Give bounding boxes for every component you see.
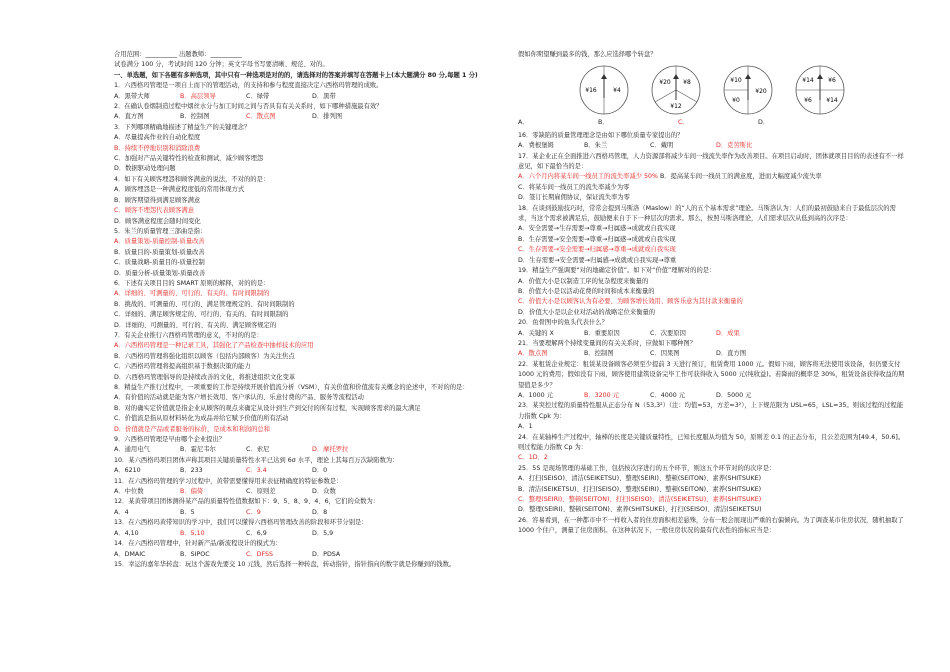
wheel-b-value-3: ¥12 [670,103,682,111]
right-question-8-option-1: A．1 [518,423,533,431]
left-question-2-option-4: D．排列图 [312,113,343,121]
right-question-5-option-1: A．关键的 X [518,329,554,337]
left-question-12-option-3: C．9 [246,508,261,516]
left-question-8-line-3: C．价值流是指从原材料转化为成品并给它赋予价值的所有活动 [114,415,289,423]
wheel-a [578,64,630,116]
right-question-5-stem: 20．鱼骨图中的鱼头代表什么？ [518,319,608,327]
right-question-6-stem: 21．当要理解两个持续变量间的有关关系时，应做如下哪种图？ [518,339,697,347]
left-question-7-stem: 7．有关企业推行六西格玛管理的意义，不对的的是： [114,331,263,339]
wheel-row [578,64,908,116]
left-question-13-option-1: A．4,10 [114,529,139,537]
right-question-7-stem: 22．某租赁企业规定：租赁某设备顾客必须至少提前 3 天进行预订，租赁费用 1000 元。假如下雨，顾客将无法使用该设备，但仍要支付 1000 元的费用；假如没有下雨，顾客使用建筑设备完毕工作可获得收入 5000 元(纯收益)。若降雨的概率是 30%，租赁设备获得收益的期望值是多少？ [518,360,905,389]
right-question-3-line-2: B．生存需要→安全需要→尊重→归属感→成就或自我实现 [518,235,676,243]
right-question-8-stem: 23．某突控过程的质量特性服从正态分布 N（53,3²）（注：均值=53，方差=3²），上下规范限为 USL=65，LSL=35。则该过程的过程能力指数 Cpk 为： [518,402,904,420]
left-question-1-option-2: B．高层领导 [180,92,216,100]
left-question-6-stem: 6．下述有关项目目的 SMART 原则的解释，对的的是： [114,279,270,287]
wheel-b [650,64,702,116]
left-question-1-option-1: A．黑带大师 [114,92,150,100]
header-line-1: 合用范围：__________ 出题教师：__________ [114,51,242,58]
left-question-9-options [114,445,506,455]
right-question-7-option-2: B．3200 元 [584,391,619,399]
left-question-11-options [114,487,506,497]
left-question-3-line-3: C．加强对产品关键特性的检查和测试，减少顾客埋怨 [114,155,264,163]
right-question-3-stem: 18．在谈到鼓励技巧时，常常会提到马斯洛（Maslow）的“人的五个基本需求”理论。马斯洛认为：人们的最初鼓励来自于最低层次的需求，当这个需求被满足后，鼓励便来自于下一种层次的需求。那么，按照马斯洛理论，人们需求层次从低到高的次序是： [518,204,896,223]
right-question-1-option-2: B．朱兰 [584,142,608,150]
right-question-1-options [518,141,908,151]
wheel-c-value-1: ¥10 [730,77,742,85]
left-question-3-stem: 3．下列哪项精确地描述了精益生产的关键理念？ [114,123,251,131]
left-question-2-stem: 2．在确认卷烟制造过程中烟丝水分与加工时间之间与否具有有关关系时，如下哪种措施最有效？ [114,103,383,111]
left-question-13-stem: 13．在六西格玛黄带知识的学习中，我们可以懂得六西格玛管理改善的阶段和环节分别是： [114,519,368,527]
header-line-2: 试卷满分 100 分，考试时间 120 分钟；英文字母书写要清晰、规范、对的。 [114,61,329,69]
left-question-14-option-1: A．DMAIC [114,550,146,558]
wheel-d-value-4: ¥14 [826,97,838,105]
right-question-1-option-1: A．费根堡姆 [518,142,554,150]
left-column [114,50,506,570]
left-question-7-line-1: A．六西格玛管理是一种记录工具，其强化了产品检查中抽样技术的应用 [114,342,314,350]
wheel-label-c: C． [678,119,689,127]
left-question-4-line-2: B．顾客期望得到满足顾客满意 [114,196,201,204]
left-question-1-options [114,92,506,102]
left-question-10-option-1: A．6210 [114,467,141,475]
wheel-question-intro: 假如你期望赚到最多的钱，那么应选择哪个转盘？ [518,51,657,58]
left-question-1-stem: 1．六西格玛管理是一项自上而下的管理活动，的支持和参与程度直接决定六西格玛管理的成败。 [114,82,383,90]
left-question-14-stem: 14．在六西格玛管理中，针对新产品/新流程设计的模式为： [114,540,282,548]
left-question-2-options [114,112,506,122]
right-question-10-line-4: D．整理(SEIRI)、整顿(SEITON)、素养(SHITSUKE)、打扫(SEISO)、清洁(SEIKETSU) [518,506,762,514]
wheel-label-b: B． [598,119,609,127]
right-question-1-option-4: D．克劳斯比 [716,142,753,150]
right-question-10-stem: 25．5S 是现场管理的基础工作，包括按次序进行的五个环节，则这五个环节对的的次序是： [518,464,776,472]
right-question-5-option-4: D．成果 [716,329,740,337]
left-question-13-option-4: D．5,9 [312,529,334,537]
left-question-11-option-4: D．众数 [312,488,336,496]
wheel-a-value-1: ¥16 [585,87,597,95]
left-question-11-option-3: C．原则差 [246,488,276,496]
left-question-9-option-3: C．索尼 [246,446,270,454]
right-question-10-line-1: A．打扫(SEISO)、清洁(SEIKETSU)、整理(SEIRI)、整顿(SEITON)、素养(SHITSUKE) [518,475,762,483]
left-question-13-option-3: C．6,9 [246,529,267,537]
wheel-d-value-3: ¥6 [804,97,812,105]
wheel-b-value-2: ¥8 [683,79,691,87]
right-question-1-stem: 16．零缺陷的质量管理理念是由如下哪位质量专家提出的？ [518,131,684,139]
left-question-2-option-2: B．控制图 [180,113,210,121]
left-question-12-option-2: B．5 [180,508,195,516]
left-question-13-option-2: B．5,10 [180,529,205,537]
left-question-12-option-4: D．8 [312,508,328,516]
left-question-6-line-1: A．详细的、可测量的、可行的、有关的、有时间限制的 [114,290,270,298]
left-question-5-line-1: A．质量策划-质量控制-质量改善 [114,238,205,246]
right-question-4-line-3: C．价值大小是以顾客认为有必要、为顾客增长效用、顾客乐意为其付款来衡量的 [518,298,743,306]
left-question-8-stem: 8．精益生产推行过程中，一项重要的工作是持续开展价值流分析（VSM），有关价值和价值流有关概念的论述中，不对的的是： [114,384,469,391]
left-question-4-line-4: D．顾客满意程度会随时间变化 [114,217,201,225]
right-question-6-option-2: B．控制图 [584,350,614,358]
left-question-12-stem: 12．某黄带项目团体测得某产品的质量特性值数据如下：9、5、8、9、4、6，它们的众数为： [114,498,380,506]
right-question-3-line-3: C．生存需要→安全需要→归属感→尊重→成就或自我实现 [518,246,676,254]
left-question-14-options [114,550,506,560]
left-question-8-line-2: B．对的确实定价值就是指企业从顾客的观点来确定从设计到生产到交付的所有过程，实现顾客需求的最大满足 [114,404,421,412]
left-question-3-line-1: A．尽量提高作业的自动化程度 [114,134,201,142]
right-question-7-options [518,391,908,401]
left-question-12-options [114,508,506,518]
left-question-5-line-2: B．质量目的-质量策划-质量改善 [114,248,205,256]
right-question-7-option-4: D．5000 元 [716,391,752,399]
left-question-11-option-1: A．中位数 [114,488,144,496]
right-question-9-option-1: C．1D．2 [518,454,548,462]
wheel-c-value-2: ¥20 [755,88,767,96]
left-question-13-options [114,529,506,539]
left-question-7-line-2: B．六西格玛管理将强化组织以顾客（包括内部顾客）为关注焦点 [114,352,295,360]
right-question-11-stem: 26．容易看到，在一种都市中不一样收入者的住房面积相差悬殊，分布一般会展现出严重的右偏倾向。为了调查某市住房状况，随机抽取了 1000 个住户，测量了住房面积。在这种状况下，一般住房状况的最有代表性的指标应当是： [518,516,904,535]
right-question-2-line-3: D．签订长期雇佣协议，保证流失率为零 [518,194,630,202]
left-question-6-line-4: D．详细的、可测量的、可行的、有关的、满足顾客规定的 [114,321,277,329]
left-question-10-option-4: D．0 [312,467,328,475]
right-question-5-options [518,329,908,339]
right-question-10-line-3: C．整理(SEIRI)、整顿(SEITON)、打扫(SEISO)、清洁(SEIKETSU)、素养(SHITSUKE) [518,496,762,504]
right-question-2-stem: 17．某企业正在全面推进六西格玛管理，人力资源部将减少车间一线流失率作为改善项目。在项目启动时，团体就项目目的的表述有不一样意见，如下最恰当的是： [518,152,904,171]
right-question-7-option-3: C．4000 元 [650,391,686,399]
left-question-8-line-4: D．价值就是产品或者服务的标价，是成本和利润的总和 [114,425,270,433]
left-question-8-line-1: A．有价值的活动就是能为客户增长效用、客户承认的、乐意付费的产品、服务等流程活动 [114,394,364,402]
wheel-c-value-3: ¥0 [732,97,740,105]
right-question-4-line-2: B．价值大小是以活动花费的时间和成本来衡量的 [518,287,655,295]
left-question-10-options [114,466,506,476]
right-question-list [518,131,908,537]
left-question-12-option-1: A．4 [114,508,129,516]
section-heading: 一、单选题，如下各题有多种选项，其中只有一种选项是对的的，请选择对的答案并填写在答题卡上(本大题满分 80 分,每题 1 分) [114,71,478,79]
right-question-6-option-4: D．直方图 [716,350,747,358]
right-question-5-option-2: B．重要原因 [584,329,620,337]
left-question-15-stem: 15．幸运的嘉年华转盘：玩这个游戏先要交 10 元钱，然后选择一种转盘，转动指针，指针指向的数字就是你赚到的钱数。 [114,560,456,568]
left-question-1-option-3: C．绿带 [246,92,270,100]
left-question-7-line-4: D．六西格玛管理倡导的是持续改善的文化，将推进组织文化变革 [114,373,296,381]
left-question-3-line-4: D．数据驱动处理问题 [114,165,176,173]
right-question-2-line-2: C．将某车间一线员工的流失率减少为零 [518,183,630,191]
wheel-c [722,64,774,116]
wheel-b-value-1: ¥20 [659,79,671,87]
left-question-2-option-1: A．直方图 [114,113,144,121]
left-question-6-line-2: B．挑战的、可测量的、可行的、满足管理规定的、有时间限制的 [114,300,295,308]
right-question-6-option-1: A．散点图 [518,350,548,358]
wheel-d-value-1: ¥14 [802,77,814,85]
left-question-5-line-4: D．质量分析-质量策划-质量改善 [114,269,206,277]
wheel-label-a: A． [518,119,529,127]
wheel-label-d: D． [758,119,770,127]
left-question-1-option-4: D．黑带 [312,92,336,100]
left-question-9-option-1: A．通用电气 [114,446,150,454]
left-question-7-line-3: C．六西格玛管理将提高组织基于数据决策的能力 [114,363,251,371]
left-question-4-line-1: A．顾客埋怨是一种满意程度低的常用体现方式 [114,186,245,194]
right-question-6-option-3: C．因果图 [650,350,680,358]
left-question-10-option-3: C．3.4 [246,467,267,475]
right-column [518,50,908,537]
left-question-14-option-4: D．PDSA [312,550,341,558]
left-question-10-option-2: B．233 [180,467,203,475]
right-question-9-stem: 24．在某轴棒生产过程中，轴棒的长度是关键质量特性，已知长度服从均值为 50，原则差 0.1 的正态分布，且公差范围为[49.4，50.6]。则过程能力指数 Cp 为： [518,433,905,451]
right-question-3-line-4: D．生存需要→安全需要→归属感→成就或自我实现→尊重 [518,256,677,264]
left-question-6-line-3: C．详细的、满足顾客规定的、可行的、有关的、有时间限制的 [114,311,289,319]
right-question-4-line-4: D．价值大小是以企业对活动的战略定位来衡量的 [518,308,656,316]
left-question-14-option-3: C．DFSS [246,550,274,558]
wheel-d-value-2: ¥6 [828,77,836,85]
left-question-9-option-2: B．霍尼韦尔 [180,446,216,454]
right-question-4-stem: 19．精益生产强调要“对的地确定价值”。如下对“价值”理解对的的是： [518,267,716,275]
right-question-5-option-3: C．次要原因 [650,329,686,337]
wheel-d [794,64,846,116]
left-question-10-stem: 10．某六西格玛项目团体声称其项目关键质量特性水平已达到 6σ 水平，理论上其每百万次缺陷数为： [114,456,399,464]
right-question-7-option-1: A．1000 元 [518,391,553,399]
right-question-4-line-1: A．价值大小是以制造工序的复杂程度来衡量的 [518,277,649,285]
left-question-5-line-3: C．质量战略-质量目的-质量控制 [114,259,205,267]
right-question-1-option-3: C．戴明 [650,142,674,150]
left-question-3-line-2: B．持续不停地识别和消除浪费 [114,144,201,152]
right-question-3-line-1: A．安全需要→生存需要→尊重→归属感→成就或自我实现 [518,225,676,233]
left-question-list [114,81,506,570]
right-question-2-line-1: A．六个月内将某车间一线员工的流失率减少 50% B．提高某车间一线员工的满意度，进而大幅度减少流失率 [518,173,822,181]
left-question-9-stem: 9．六西格玛管理是早由哪个企业提出？ [114,436,226,444]
left-question-2-option-3: C．散点图 [246,113,276,121]
wheel-labels [518,118,908,128]
right-question-10-line-2: B．清洁(SEIKETSU)、打扫(SEISO)、整理(SEIRI)、整顿(SEITON)、素养(SHITSUKE) [518,485,762,493]
wheel-a-value-2: ¥4 [613,87,621,95]
left-question-11-stem: 11．在六西格玛管理的学习过程中，黄带需要懂得用来表征精确度的特征参数是： [114,477,343,485]
right-question-6-options [518,349,908,359]
left-question-11-option-2: B．偏倚 [180,488,204,496]
left-question-4-line-3: C．顾客不埋怨代表顾客满意 [114,207,194,215]
left-question-9-option-4: D．摩托罗拉 [312,446,349,454]
right-question-9-options [518,453,908,463]
right-question-8-options [518,422,908,432]
left-question-14-option-2: B．SIPOC [180,550,210,558]
left-question-5-stem: 5．朱兰的质量管理三部曲是指： [114,227,207,235]
left-question-4-stem: 4．如下有关顾客埋怨和顾客满意的说法，不对的的是： [114,175,270,183]
